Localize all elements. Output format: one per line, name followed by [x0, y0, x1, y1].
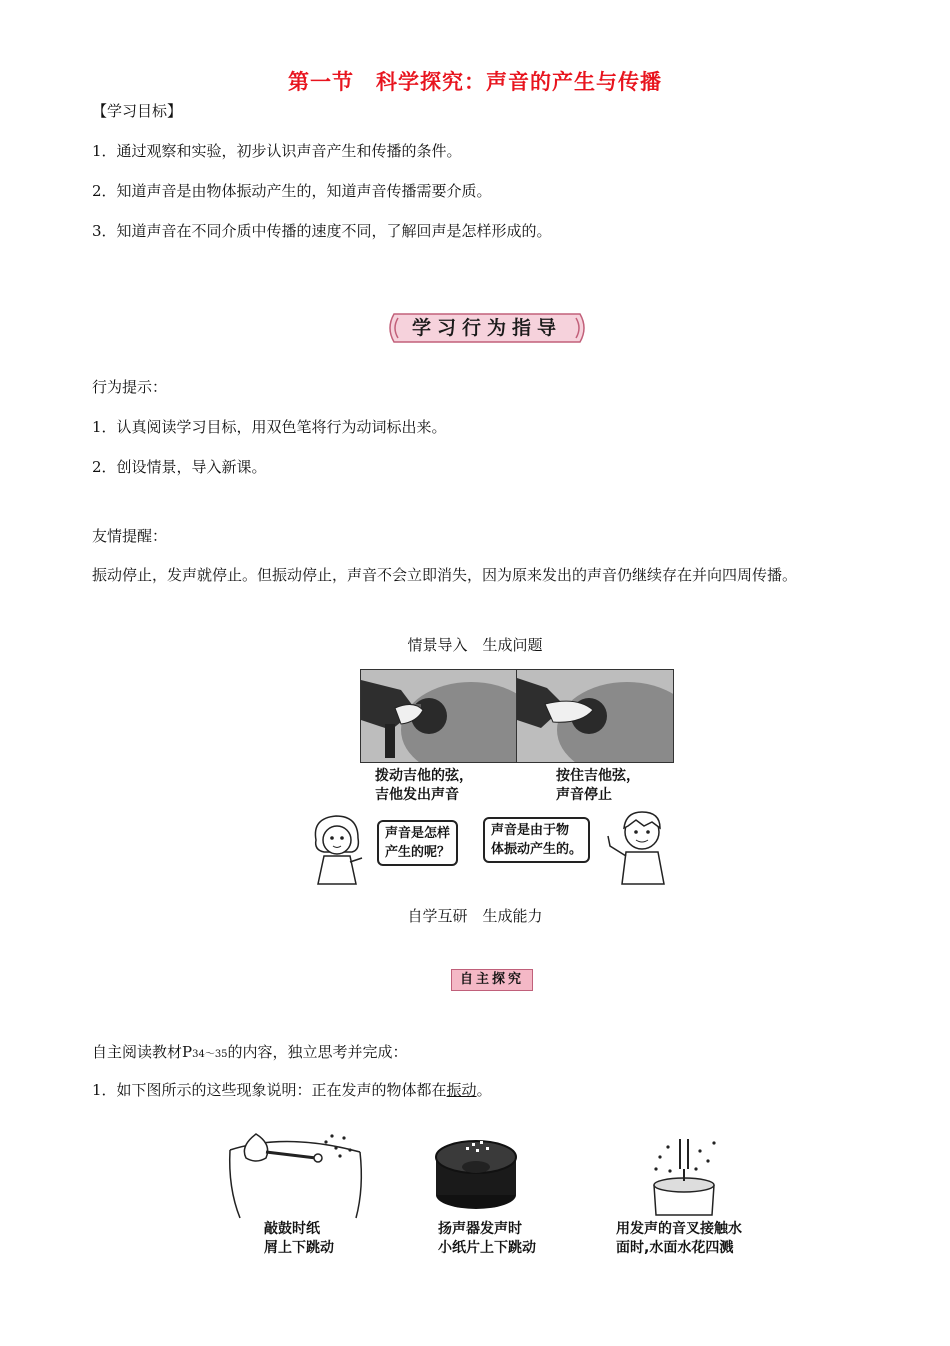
- banner-text: 学习行为指导: [411, 317, 562, 339]
- tip-item-2: 2．创设情景，导入新课。: [92, 458, 267, 476]
- tuning-fork-caption: 用发声的音叉接触水 面时,水面水花四溅: [616, 1221, 742, 1256]
- guitar-mute-image: [516, 669, 674, 763]
- selfstudy-intro: [92, 1042, 408, 1065]
- scene-heading: 情景导入 生成问题: [407, 636, 543, 654]
- mute-caption: 按住吉他弦， 声音停止: [556, 768, 640, 803]
- question-1-answer: 振动: [446, 1081, 477, 1099]
- question-1: [92, 1080, 492, 1100]
- question-1-text: 1．如下图所示的这些现象说明：正在发声的物体都在: [92, 1081, 447, 1099]
- guitar-pluck-image: [360, 669, 518, 763]
- objective-item-3: 3．知道声音在不同介质中传播的速度不同，了解回声是怎样形成的。: [92, 222, 552, 240]
- intro-prefix: 自主阅读教材P: [92, 1043, 193, 1061]
- tips-heading: 行为提示：: [92, 378, 168, 396]
- pluck-caption: 拨动吉他的弦， 吉他发出声音: [375, 768, 473, 803]
- objective-item-2: 2．知道声音是由物体振动产生的，知道声音传播需要介质。: [92, 182, 492, 200]
- selfstudy-heading: 自学互研 生成能力: [407, 907, 543, 925]
- badge-label: 自主探究: [459, 972, 524, 987]
- objective-item-1: 1．通过观察和实验，初步认识声音产生和传播的条件。: [92, 142, 462, 160]
- reminder-heading: 友情提醒：: [92, 527, 168, 545]
- drum-caption: 敲鼓时纸 屑上下跳动: [264, 1221, 334, 1256]
- reminder-text: 振动停止，发声就停止。但振动停止，声音不会立即消失，因为原来发出的声音仍继续存在并向四周传播。: [92, 566, 798, 584]
- page-title: 第一节 科学探究：声音的产生与传播: [288, 69, 662, 94]
- speaker-figure-icon: [428, 1133, 524, 1217]
- intro-suffix: 的内容，独立思考并完成：: [227, 1043, 408, 1061]
- drum-figure-icon: [226, 1128, 366, 1220]
- question-1-end: 。: [476, 1081, 492, 1099]
- tuning-fork-figure-icon: [640, 1133, 732, 1219]
- boy-speech-bubble: 声音是由于物 体振动产生的。: [483, 817, 590, 863]
- boy-figure-icon: [602, 806, 676, 886]
- intro-page-range: 34～35: [192, 1049, 228, 1060]
- girl-speech-bubble: 声音是怎样 产生的呢？: [377, 820, 458, 866]
- self-explore-badge: [451, 969, 533, 991]
- tip-item-1: 1．认真阅读学习目标，用双色笔将行为动词标出来。: [92, 418, 447, 436]
- guidance-banner: [384, 310, 590, 346]
- girl-figure-icon: [306, 810, 374, 886]
- objectives-heading: 【学习目标】: [92, 102, 183, 120]
- speaker-caption: 扬声器发声时 小纸片上下跳动: [438, 1221, 536, 1256]
